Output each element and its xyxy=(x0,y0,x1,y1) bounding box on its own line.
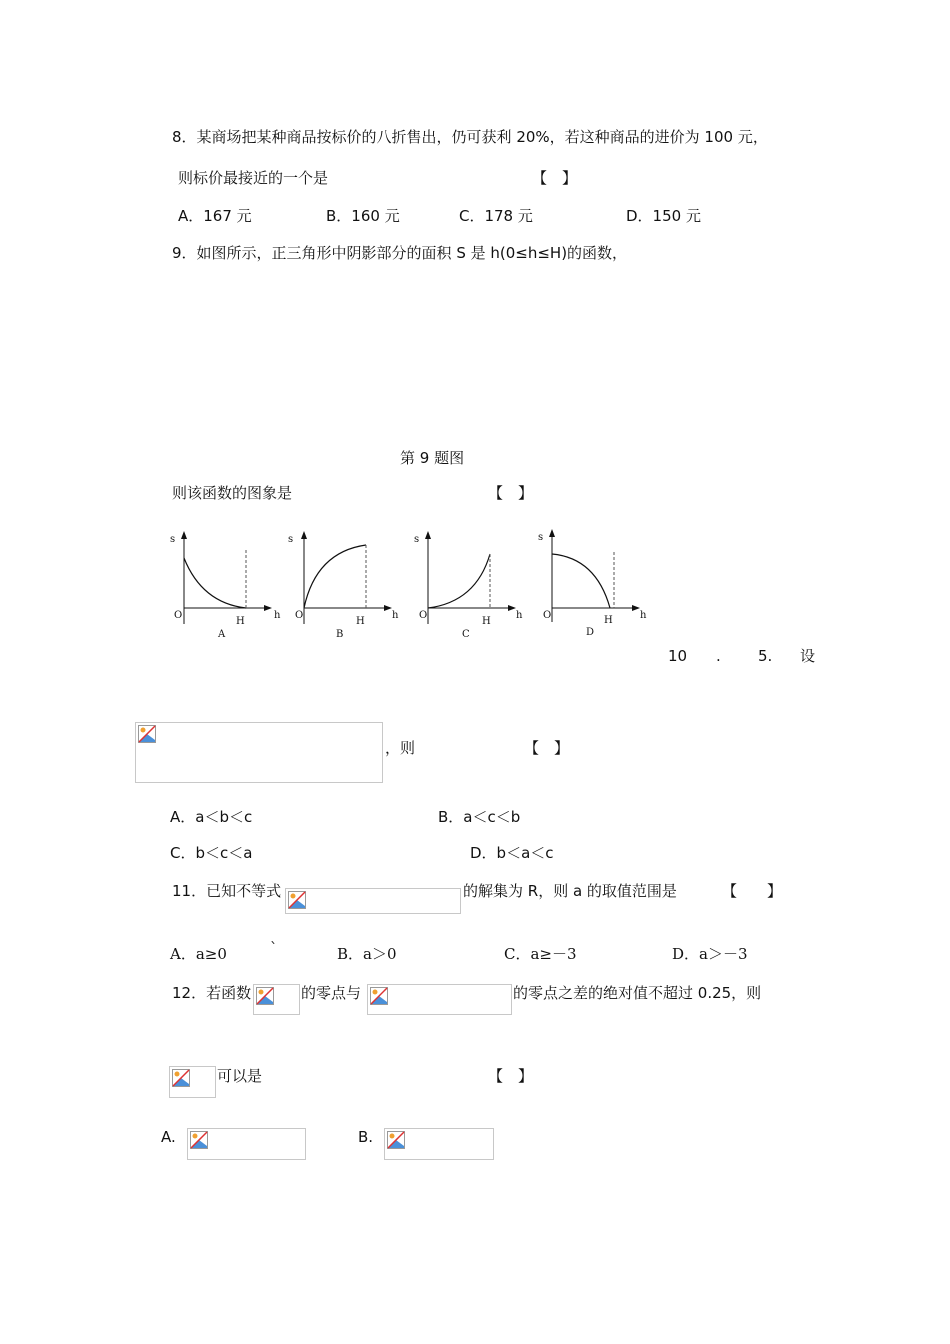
graph-c-origin: O xyxy=(419,610,428,621)
graph-b-name: B xyxy=(336,629,344,640)
q8-option-c: C．178 元 xyxy=(459,207,533,225)
graph-d xyxy=(534,526,652,642)
graph-d-x-label: h xyxy=(640,610,647,621)
q11-option-b: B．a＞0 xyxy=(337,945,397,963)
graph-a-name: A xyxy=(218,629,226,640)
graph-b-y-label: s xyxy=(288,534,294,545)
q12-line2: 可以是 xyxy=(217,1067,263,1085)
q12-function-g-image xyxy=(367,984,512,1015)
q10-suffix: ，则 xyxy=(385,739,416,757)
q8-line1: 8．某商场把某种商品按标价的八折售出，仍可获利 20%，若这种商品的进价为 100 元， xyxy=(172,128,768,146)
broken-image-icon xyxy=(172,1069,190,1087)
q10-she: 设 xyxy=(800,647,816,665)
q9-line2: 则该函数的图象是 xyxy=(172,484,293,502)
q8-option-d: D．150 元 xyxy=(626,207,701,225)
broken-image-icon xyxy=(288,891,306,909)
graph-a-y-label: s xyxy=(170,534,176,545)
broken-image-icon xyxy=(256,987,274,1005)
q9-figure-caption: 第 9 题图 xyxy=(400,449,465,467)
broken-image-icon xyxy=(190,1131,208,1149)
q12-prefix: 12．若函数 xyxy=(172,984,252,1002)
graph-d-origin: O xyxy=(543,610,552,621)
q12-bracket: 【 】 xyxy=(488,1067,534,1085)
broken-image-icon xyxy=(387,1131,405,1149)
graph-d-h-mark: H xyxy=(604,615,613,626)
q12-suffix: 的零点之差的绝对值不超过 0.25，则 xyxy=(513,984,762,1002)
q12-function-f-image xyxy=(253,984,300,1015)
q9-bracket: 【 】 xyxy=(488,484,534,502)
q11-formula-image xyxy=(285,888,461,914)
q10-bracket: 【 】 xyxy=(524,739,570,757)
q10-option-a: A．a＜b＜c xyxy=(170,808,253,826)
graph-b-x-label: h xyxy=(392,610,399,621)
q8-option-b: B．160 元 xyxy=(326,207,400,225)
graph-a-x-label: h xyxy=(274,610,281,621)
broken-image-icon xyxy=(138,725,156,743)
graph-c-y-label: s xyxy=(414,534,420,545)
q11-option-a: A．a≥0 xyxy=(170,945,227,963)
q10-option-c: C．b＜c＜a xyxy=(170,844,253,862)
q8-line2: 则标价最接近的一个是 xyxy=(178,169,329,187)
graph-a-h-mark: H xyxy=(236,616,245,627)
graph-c-h-mark: H xyxy=(482,616,491,627)
broken-image-icon xyxy=(370,987,388,1005)
graph-a-origin: O xyxy=(174,610,183,621)
graph-d-y-label: s xyxy=(538,532,544,543)
q10-option-d: D．b＜a＜c xyxy=(470,844,554,862)
graph-b-origin: O xyxy=(295,610,304,621)
q8-option-a: A．167 元 xyxy=(178,207,252,225)
q11-option-c: C．a≥－3 xyxy=(504,945,577,963)
q12-option-b-label: B. xyxy=(358,1128,374,1146)
graph-a xyxy=(166,528,284,644)
q11-bracket: 【 】 xyxy=(722,882,783,900)
graph-c-name: C xyxy=(462,629,470,640)
q10-formula-image xyxy=(135,722,383,783)
q8-bracket: 【 】 xyxy=(532,169,578,187)
q11-suffix: 的解集为 R，则 a 的取值范围是 xyxy=(463,882,677,900)
q12-option-b-image xyxy=(384,1128,494,1160)
q11-option-d: D．a＞－3 xyxy=(672,945,748,963)
q12-mid: 的零点与 xyxy=(301,984,362,1002)
q10-dot: . xyxy=(716,647,721,665)
q12-option-a-image xyxy=(187,1128,306,1160)
graph-b-h-mark: H xyxy=(356,616,365,627)
q10-option-b: B．a＜c＜b xyxy=(438,808,521,826)
q12-option-a-label: A. xyxy=(161,1128,176,1146)
q10-number: 10 xyxy=(668,647,688,665)
graph-c xyxy=(410,528,528,644)
q11-stray-mark: ` xyxy=(270,939,278,957)
graph-b xyxy=(286,528,404,644)
graph-d-name: D xyxy=(586,627,595,638)
q9-line1: 9．如图所示，正三角形中阴影部分的面积 S 是 h(0≤h≤H)的函数， xyxy=(172,244,628,262)
graph-c-x-label: h xyxy=(516,610,523,621)
q11-prefix: 11．已知不等式 xyxy=(172,882,282,900)
q10-five: 5. xyxy=(758,647,773,665)
q12-fx-image xyxy=(169,1066,216,1098)
